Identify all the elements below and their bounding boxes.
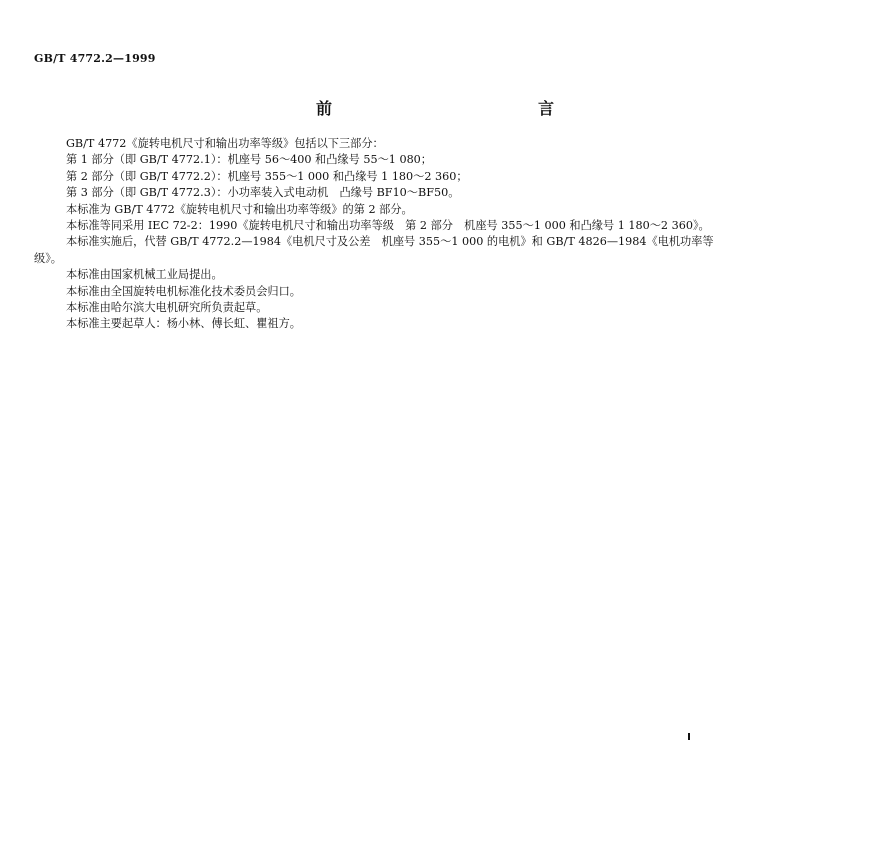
foreword-body bbox=[34, 136, 724, 333]
page-number bbox=[688, 733, 690, 740]
paragraph-replacement: 本标准实施后，代替 GB/T 4772.2—1984《电机尺寸及公差 机座号 355～1 000 的电机》和 GB/T 4826—1984《电机功率等级》。 bbox=[34, 235, 714, 265]
paragraph-drafted-by: 本标准由哈尔滨大电机研究所负责起草。 bbox=[66, 301, 268, 315]
paragraph-drafters: 本标准主要起草人：杨小林、傅长虹、瞿祖方。 bbox=[66, 317, 301, 331]
paragraph-part-3: 第 3 部分（即 GB/T 4772.3）：小功率装入式电动机 凸缘号 BF10～BF50。 bbox=[66, 186, 460, 200]
standard-code: GB/T 4772.2—1999 bbox=[34, 52, 156, 65]
paragraph-part-2: 第 2 部分（即 GB/T 4772.2）：机座号 355～1 000 和凸缘号 1 180～2 360； bbox=[66, 169, 468, 183]
paragraph-proposed-by: 本标准由国家机械工业局提出。 bbox=[66, 268, 223, 282]
paragraph-this-part: 本标准为 GB/T 4772《旋转电机尺寸和输出功率等级》的第 2 部分。 bbox=[66, 202, 413, 216]
paragraph-parts-overview: GB/T 4772《旋转电机尺寸和输出功率等级》包括以下三部分： bbox=[66, 137, 384, 150]
section-title: 前 言 bbox=[316, 99, 613, 118]
paragraph-centralized-by: 本标准由全国旋转电机标准化技术委员会归口。 bbox=[66, 284, 301, 298]
paragraph-iec-equivalence: 本标准等同采用 IEC 72-2：1990《旋转电机尺寸和输出功率等级 第 2 部分 机座号 355～1 000 和凸缘号 1 180～2 360》。 bbox=[66, 219, 710, 233]
paragraph-part-1: 第 1 部分（即 GB/T 4772.1）：机座号 56～400 和凸缘号 55～1 080； bbox=[66, 153, 432, 167]
